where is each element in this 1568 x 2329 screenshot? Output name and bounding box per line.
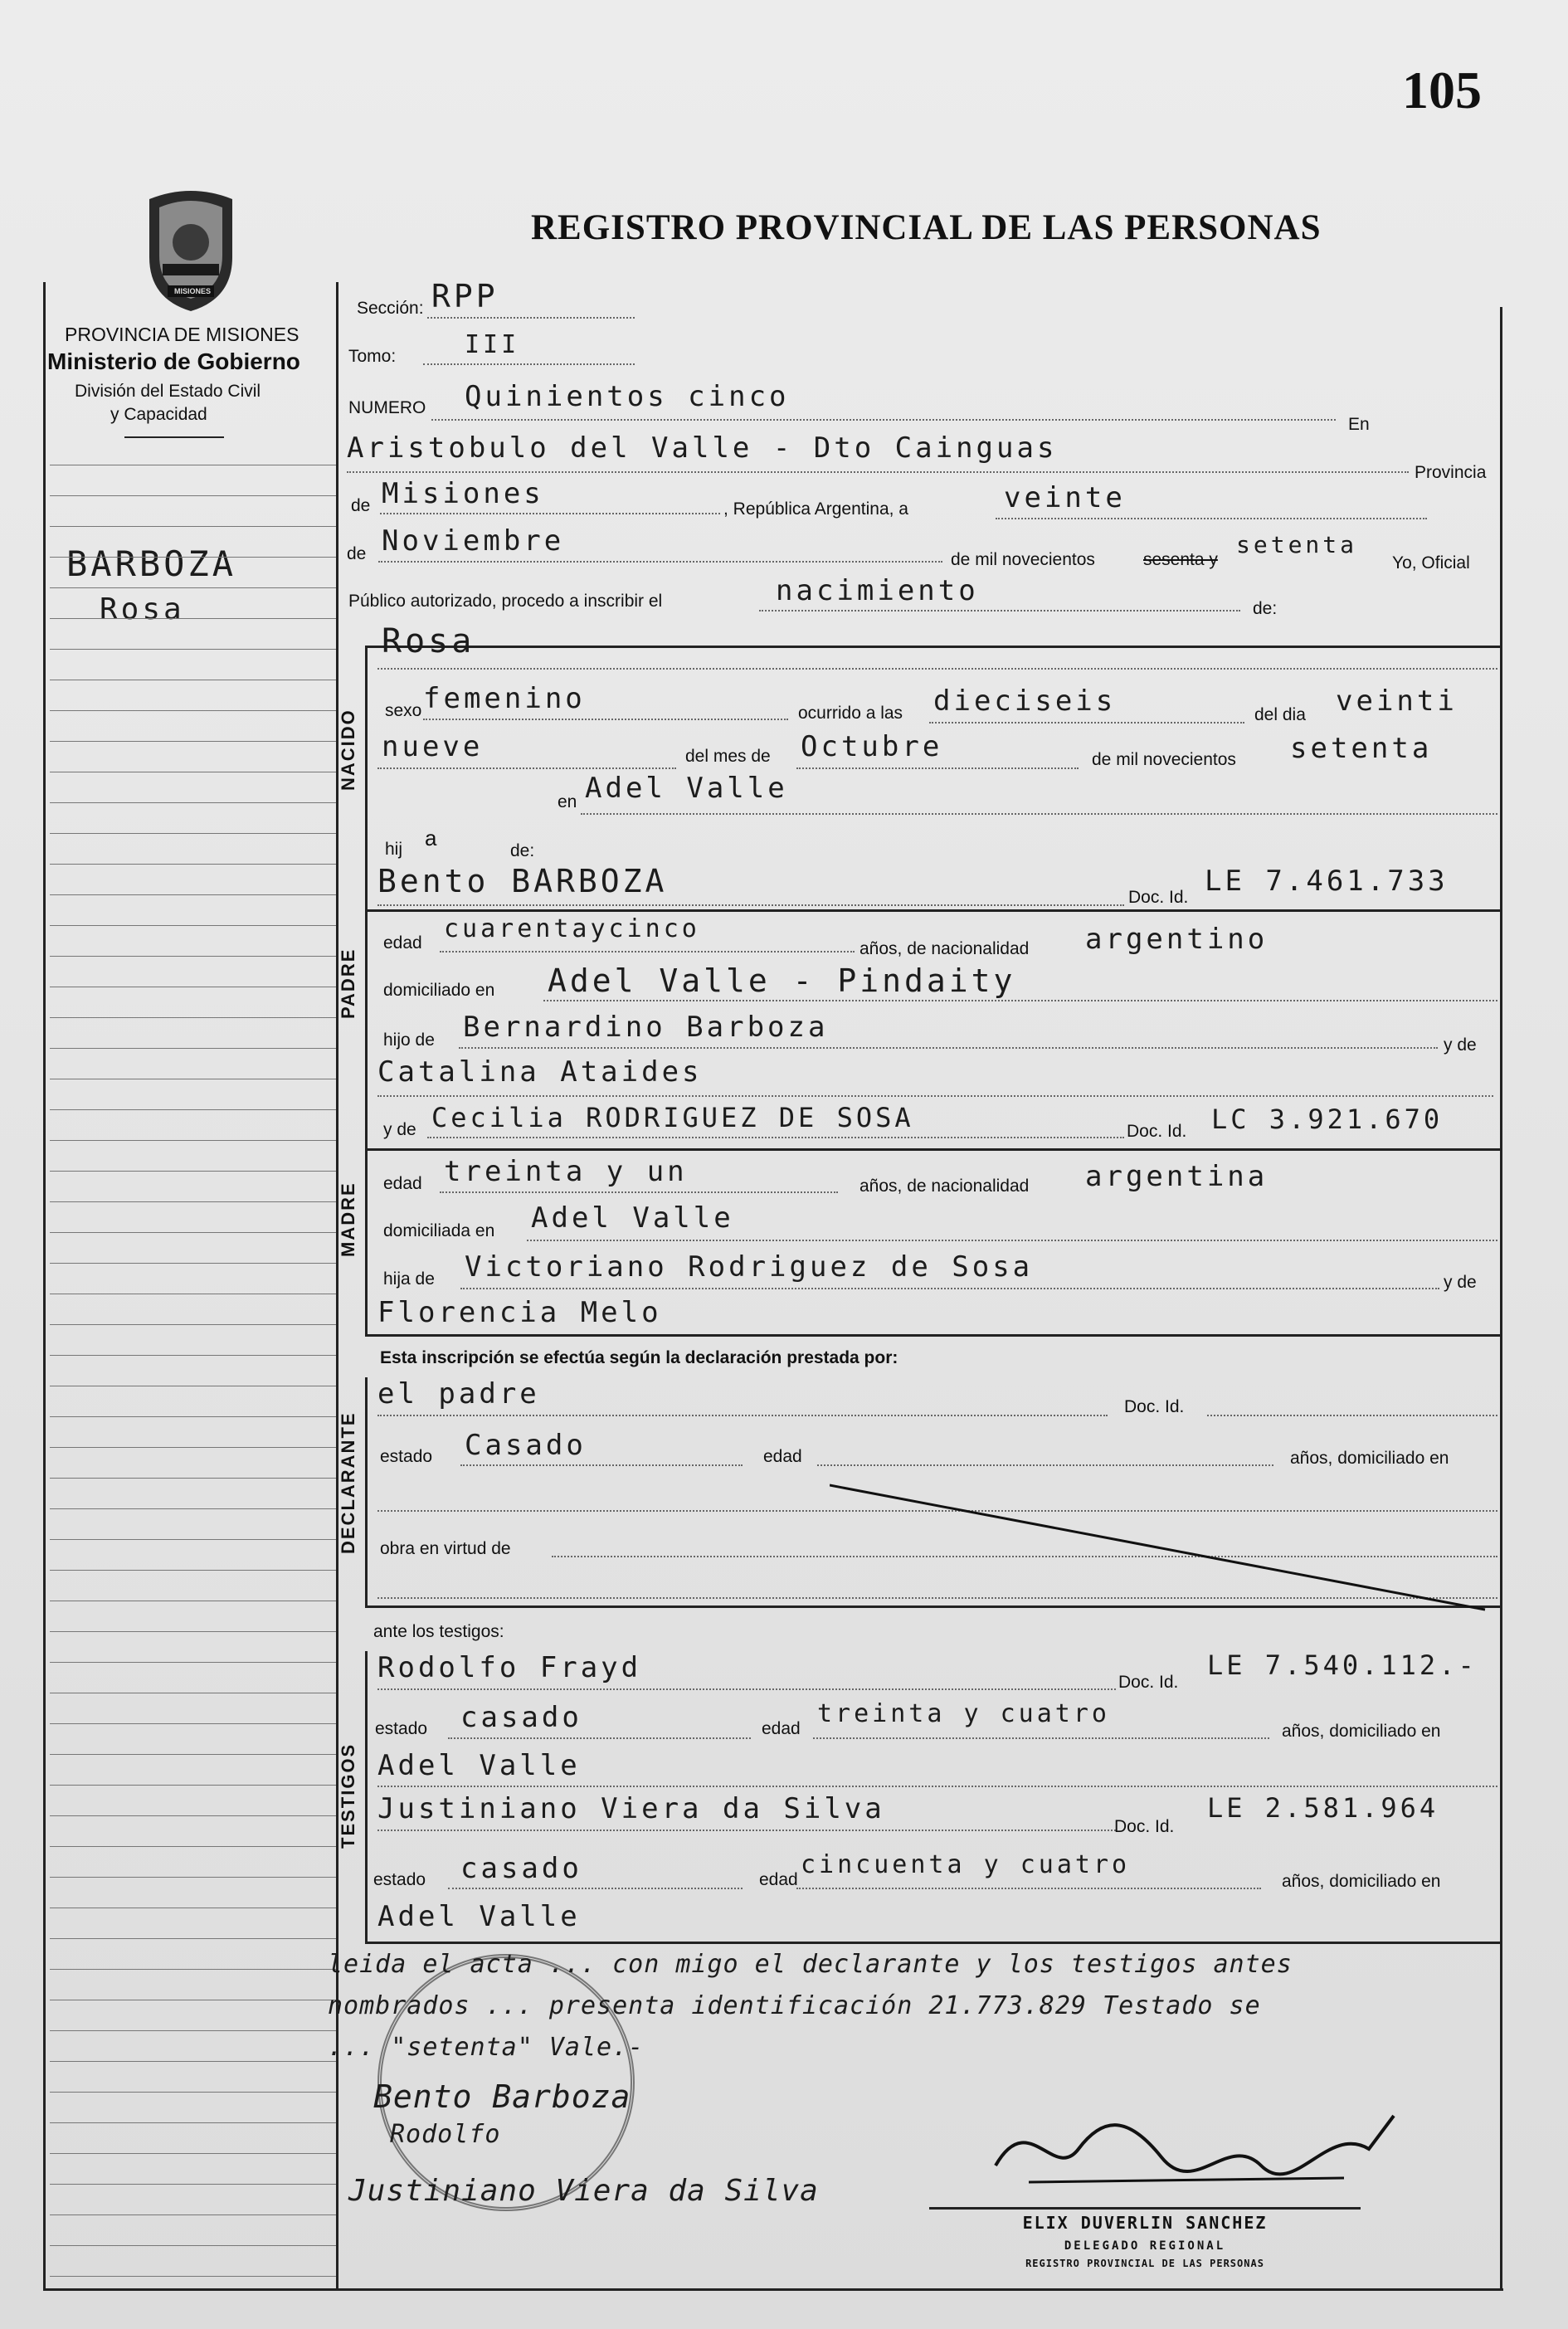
section-padre: PADRE bbox=[338, 948, 358, 1019]
testigos-ante-label: ante los testigos: bbox=[373, 1622, 504, 1641]
place-value: Aristobulo del Valle - Dto Cainguas bbox=[347, 431, 1058, 465]
witness-2-name: Justiniano Viera da Silva bbox=[377, 1792, 885, 1825]
section-testigos: TESTIGOS bbox=[338, 1742, 358, 1849]
hour-value: dieciseis bbox=[933, 685, 1117, 718]
ledger-line bbox=[50, 1969, 336, 1970]
declarante-doc-label: Doc. Id. bbox=[1124, 1397, 1185, 1416]
father-age: cuarentaycinco bbox=[444, 914, 700, 943]
madre-edad-label: edad bbox=[383, 1174, 422, 1193]
cancellation-stroke bbox=[830, 1477, 1493, 1618]
witness-1-age: treinta y cuatro bbox=[817, 1699, 1110, 1728]
ledger-line bbox=[50, 864, 336, 865]
bracket-declarante bbox=[365, 1377, 368, 1605]
bracket-padre bbox=[365, 909, 368, 1148]
ledger-line bbox=[50, 1508, 336, 1509]
witness-1-name: Rodolfo Frayd bbox=[377, 1651, 642, 1684]
index-surname: BARBOZA bbox=[66, 543, 237, 584]
father-doc: LE 7.461.733 bbox=[1205, 865, 1449, 898]
ocurrido-label: ocurrido a las bbox=[798, 704, 903, 723]
republica-label: , República Argentina, a bbox=[723, 499, 908, 519]
signature-witness-2: Justiniano Viera da Silva bbox=[348, 2174, 819, 2208]
de-label-2: de bbox=[347, 544, 367, 563]
officer-name: ELIX DUVERLIN SANCHEZ bbox=[1022, 2213, 1268, 2233]
declaracion-intro: Esta inscripción se efectúa según la declaración prestada por: bbox=[380, 1348, 898, 1367]
divider-closing bbox=[365, 1942, 1502, 1944]
madre-nac-label: años, de nacionalidad bbox=[859, 1177, 1030, 1196]
bottom-rule bbox=[43, 2288, 1503, 2291]
father-doc-label: Doc. Id. bbox=[1128, 888, 1189, 907]
section-declarante: DECLARANTE bbox=[338, 1411, 358, 1554]
del-dia-label: del dia bbox=[1254, 705, 1306, 724]
hij-de-label: de: bbox=[510, 841, 535, 860]
divider-madre-top bbox=[365, 1148, 1502, 1151]
ledger-line bbox=[50, 2276, 336, 2277]
month-value: Noviembre bbox=[382, 524, 565, 558]
ledger-line bbox=[50, 1201, 336, 1202]
ledger-line bbox=[50, 618, 336, 619]
right-rule bbox=[1500, 307, 1502, 2290]
divider-padre-top bbox=[365, 909, 1502, 912]
year-word-value: setenta bbox=[1236, 531, 1358, 558]
mother-parent-2: Florencia Melo bbox=[377, 1296, 662, 1329]
ledger-line bbox=[50, 1539, 336, 1540]
page-number: 105 bbox=[1402, 61, 1482, 119]
ledger-line bbox=[50, 2245, 336, 2246]
ledger-line bbox=[50, 1478, 336, 1479]
ledger-line bbox=[50, 1017, 336, 1018]
mother-nationality: argentina bbox=[1085, 1160, 1269, 1193]
ledger-line bbox=[50, 1355, 336, 1356]
ledger-line bbox=[50, 833, 336, 834]
ledger-line bbox=[50, 1815, 336, 1816]
father-parent-1: Bernardino Barboza bbox=[463, 1011, 829, 1044]
witness-1-estado-label: estado bbox=[375, 1719, 428, 1738]
ledger-line bbox=[50, 1846, 336, 1847]
numero-value: Quinientos cinco bbox=[465, 380, 790, 413]
obra-label: obra en virtud de bbox=[380, 1539, 511, 1558]
declarante-estado-label: estado bbox=[380, 1447, 433, 1466]
ledger-line bbox=[50, 2122, 336, 2123]
mother-parent-1: Victoriano Rodriguez de Sosa bbox=[465, 1250, 1034, 1284]
bracket-madre bbox=[365, 1148, 368, 1334]
ledger-line bbox=[50, 1324, 336, 1325]
child-name: Rosa bbox=[382, 622, 475, 660]
ledger-line bbox=[50, 526, 336, 527]
section-madre: MADRE bbox=[338, 1182, 358, 1257]
padre-yde-label: y de bbox=[1444, 1035, 1477, 1055]
seccion-label: Sección: bbox=[357, 299, 424, 318]
en-label: En bbox=[1348, 415, 1370, 434]
birth-place: Adel Valle bbox=[585, 772, 788, 805]
witness-1-edad-label: edad bbox=[762, 1719, 801, 1738]
ledger-line bbox=[50, 925, 336, 926]
padre-nac-label: años, de nacionalidad bbox=[859, 939, 1030, 958]
seccion-value: RPP bbox=[431, 278, 499, 314]
declarante-edad-label: edad bbox=[763, 1447, 802, 1466]
provincia-label: Provincia bbox=[1415, 463, 1487, 482]
ledger-line bbox=[50, 587, 336, 588]
ledger-line bbox=[50, 2030, 336, 2031]
ledger-line bbox=[50, 956, 336, 957]
de-label: de bbox=[351, 496, 371, 515]
witness-2-edad-label: edad bbox=[759, 1870, 798, 1889]
mother-doc: LC 3.921.670 bbox=[1211, 1104, 1444, 1135]
divider-nacido-top bbox=[365, 646, 1502, 648]
oficial-label: Yo, Oficial bbox=[1392, 553, 1470, 573]
witness-1-estado: casado bbox=[460, 1701, 582, 1734]
signature-father: Bento Barboza bbox=[373, 2078, 631, 2115]
officer-title: DELEGADO REGIONAL bbox=[1064, 2239, 1226, 2253]
ledger-line bbox=[50, 1048, 336, 1049]
division-underline bbox=[124, 436, 224, 438]
declarante-who: el padre bbox=[377, 1377, 540, 1411]
ledger-line bbox=[50, 495, 336, 496]
declarante-anos-label: años, domiciliado en bbox=[1290, 1449, 1449, 1468]
padre-hijo-label: hijo de bbox=[383, 1031, 435, 1050]
ledger-line bbox=[50, 649, 336, 650]
page-title: REGISTRO PROVINCIAL DE LAS PERSONAS bbox=[531, 208, 1322, 247]
madre-yde-label-2: y de bbox=[1444, 1273, 1477, 1292]
madre-yde-label: y de bbox=[383, 1120, 416, 1139]
sexo-value: femenino bbox=[423, 682, 586, 715]
witness-2-doc: LE 2.581.964 bbox=[1207, 1792, 1439, 1824]
day-value: veinte bbox=[1004, 481, 1126, 514]
witness-2-estado: casado bbox=[460, 1852, 582, 1885]
witness-2-anos-label: años, domiciliado en bbox=[1282, 1872, 1441, 1891]
ledger-line bbox=[50, 1877, 336, 1878]
ledger-line bbox=[50, 741, 336, 742]
witness-1-doc: LE 7.540.112.- bbox=[1207, 1649, 1478, 1681]
ledger-line bbox=[50, 1447, 336, 1448]
hij-label: hij bbox=[385, 840, 403, 859]
division-label: División del Estado Civil bbox=[75, 382, 261, 401]
ledger-line bbox=[50, 1140, 336, 1141]
division-label-2: y Capacidad bbox=[110, 405, 207, 424]
officer-registry: REGISTRO PROVINCIAL DE LAS PERSONAS bbox=[1025, 2258, 1264, 2269]
province-label: PROVINCIA DE MISIONES bbox=[65, 324, 299, 345]
mother-name: Cecilia RODRIGUEZ DE SOSA bbox=[431, 1102, 914, 1133]
ledger-line bbox=[50, 1785, 336, 1786]
birth-month: Octubre bbox=[801, 730, 943, 763]
mother-age: treinta y un bbox=[444, 1155, 688, 1188]
ministry-label: Ministerio de Gobierno bbox=[47, 348, 300, 374]
declarante-estado: Casado bbox=[465, 1429, 587, 1462]
witness-2-age: cincuenta y cuatro bbox=[801, 1850, 1131, 1879]
ledger-line bbox=[50, 2184, 336, 2185]
ledger-line bbox=[50, 1263, 336, 1264]
de-colon-label: de: bbox=[1253, 599, 1278, 618]
witness-2-estado-label: estado bbox=[373, 1870, 426, 1889]
ledger-line bbox=[50, 710, 336, 711]
officer-signature-scrawl bbox=[979, 2099, 1410, 2199]
father-domicile: Adel Valle - Pindaity bbox=[548, 962, 1016, 999]
act-value: nacimiento bbox=[776, 574, 979, 607]
province-value: Misiones bbox=[382, 477, 544, 510]
ledger-line bbox=[50, 1938, 336, 1939]
mes-label: del mes de bbox=[685, 747, 771, 766]
mother-doc-label: Doc. Id. bbox=[1127, 1122, 1187, 1141]
tomo-label: Tomo: bbox=[348, 347, 397, 366]
center-rule bbox=[336, 282, 338, 2290]
ledger-line bbox=[50, 2092, 336, 2093]
ledger-line bbox=[50, 802, 336, 803]
officer-stamp bbox=[929, 2207, 1361, 2269]
mil-novecientos-label: de mil novecientos bbox=[951, 550, 1095, 569]
hij-suffix: a bbox=[425, 826, 437, 850]
ledger-line bbox=[50, 1570, 336, 1571]
padre-dom-label: domiciliado en bbox=[383, 981, 495, 1000]
madre-dom-label: domiciliada en bbox=[383, 1221, 495, 1240]
ledger-line bbox=[50, 2153, 336, 2154]
bracket-nacido bbox=[365, 646, 368, 909]
padre-edad-label: edad bbox=[383, 933, 422, 953]
ledger-line bbox=[50, 2061, 336, 2062]
seal-text: MISIONES bbox=[174, 287, 212, 295]
witness-1-domicile: Adel Valle bbox=[377, 1749, 581, 1782]
sexo-label: sexo bbox=[385, 701, 422, 720]
day-value-2: nueve bbox=[382, 730, 484, 763]
mother-domicile: Adel Valle bbox=[531, 1201, 734, 1235]
sesenta-struck: sesenta y bbox=[1143, 550, 1218, 569]
closing-line-2: nombrados ... presenta identificación 21.773.829 Testado se bbox=[328, 1991, 1261, 2020]
tomo-value: III bbox=[465, 330, 520, 359]
ledger-line bbox=[50, 1631, 336, 1632]
bracket-testigos bbox=[365, 1651, 368, 1942]
father-name: Bento BARBOZA bbox=[377, 863, 668, 899]
ledger-line bbox=[50, 1723, 336, 1724]
signature-witness-1: Rodolfo bbox=[390, 2120, 501, 2149]
closing-line-1: leida el acta ... con migo el declarante y los testigos antes bbox=[328, 1950, 1293, 1979]
ledger-line bbox=[50, 1109, 336, 1110]
witness-1-anos-label: años, domiciliado en bbox=[1282, 1722, 1441, 1741]
ledger-line bbox=[50, 2214, 336, 2215]
birth-year: setenta bbox=[1290, 732, 1433, 765]
witness-2-doc-label: Doc. Id. bbox=[1114, 1817, 1175, 1836]
father-parent-2: Catalina Ataides bbox=[377, 1055, 703, 1089]
mil-label: de mil novecientos bbox=[1092, 750, 1236, 769]
index-given-name: Rosa bbox=[100, 592, 185, 626]
witness-2-domicile: Adel Valle bbox=[377, 1900, 581, 1933]
day-value-1: veinti bbox=[1336, 685, 1458, 718]
father-nationality: argentino bbox=[1085, 923, 1269, 956]
ledger-line bbox=[50, 1754, 336, 1755]
ledger-line bbox=[50, 1662, 336, 1663]
section-nacido: NACIDO bbox=[338, 709, 358, 791]
ledger-line bbox=[50, 1416, 336, 1417]
witness-1-doc-label: Doc. Id. bbox=[1118, 1673, 1179, 1692]
publico-label: Público autorizado, procedo a inscribir el bbox=[348, 592, 663, 611]
left-margin-rule bbox=[43, 282, 46, 2290]
divider-declarante-top bbox=[365, 1334, 1502, 1337]
ledger-line bbox=[50, 894, 336, 895]
numero-label: NUMERO bbox=[348, 398, 426, 417]
ledger-line bbox=[50, 1232, 336, 1233]
coat-of-arms-seal bbox=[133, 183, 249, 315]
madre-hija-label: hija de bbox=[383, 1269, 435, 1289]
ledger-line bbox=[50, 557, 336, 558]
ledger-line bbox=[50, 1171, 336, 1172]
closing-line-3: ... "setenta" Vale.- bbox=[328, 2033, 645, 2062]
en-label-2: en bbox=[558, 792, 577, 811]
